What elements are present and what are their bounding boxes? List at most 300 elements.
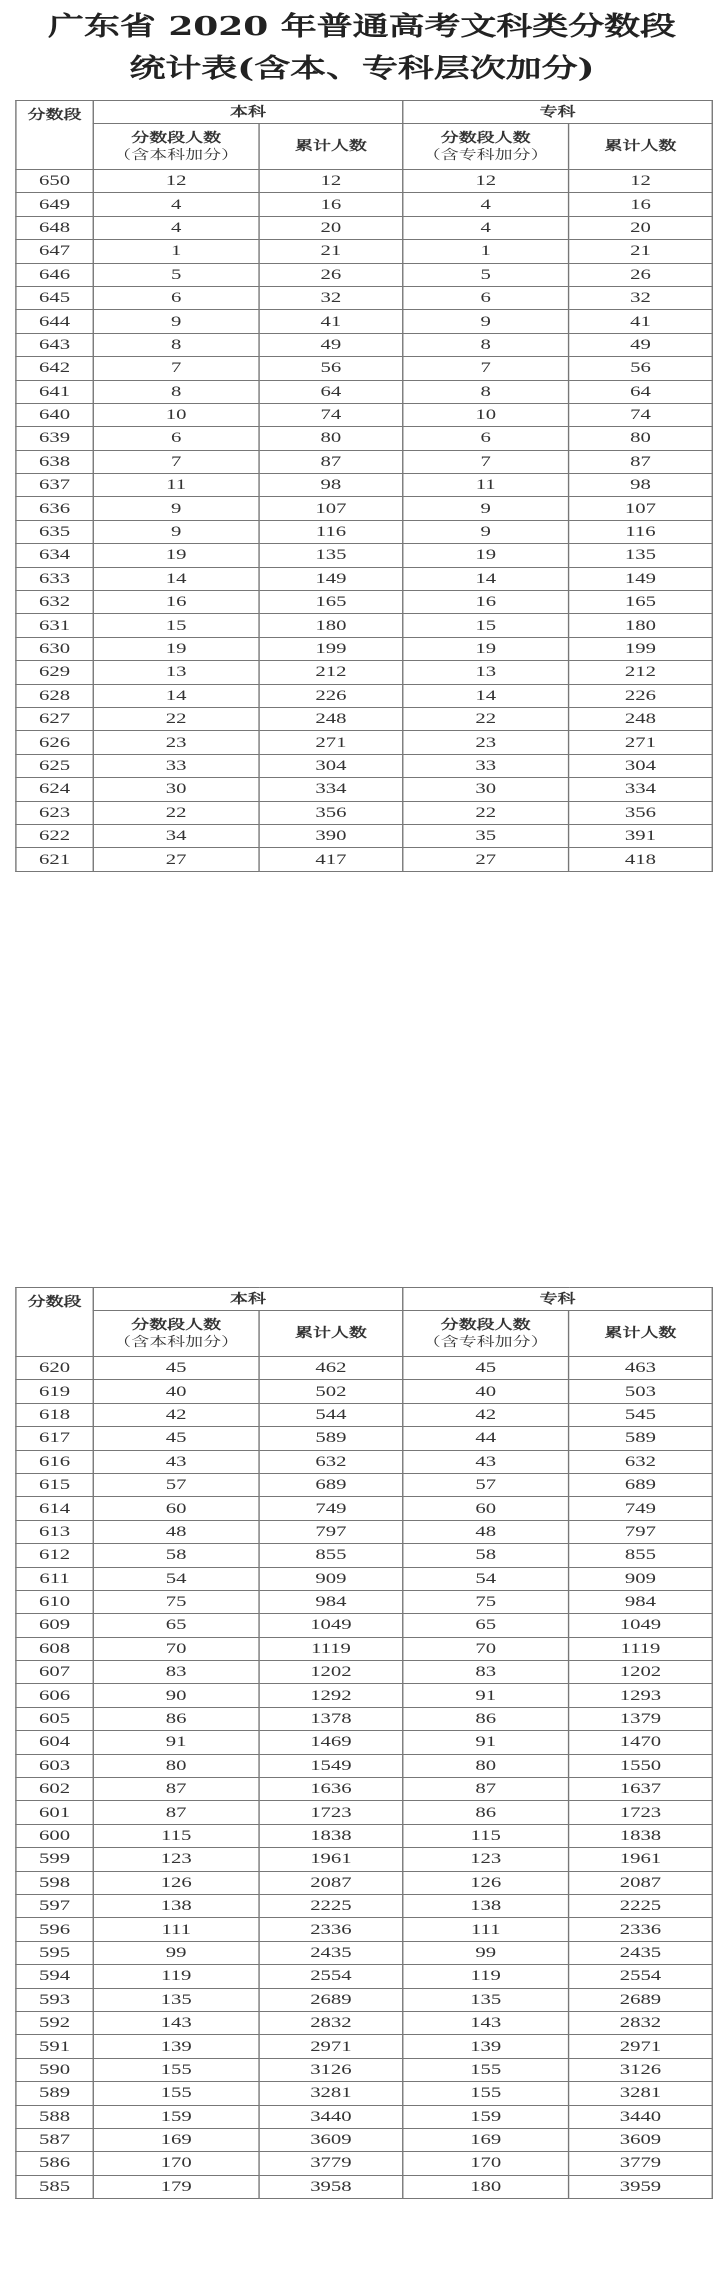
header-junior-count-label: 分数段人数 <box>440 130 531 146</box>
undergrad-cumulative-cell: 632 <box>259 1450 403 1473</box>
undergrad-cumulative-cell: 41 <box>259 310 403 333</box>
table-row <box>16 1637 712 1660</box>
junior-cumulative-cell: 21 <box>569 240 713 263</box>
junior-cumulative-cell: 2435 <box>569 1941 713 1964</box>
junior-cumulative-cell: 1049 <box>569 1614 713 1637</box>
junior-cumulative-cell: 32 <box>569 286 713 309</box>
junior-cumulative-cell: 391 <box>569 824 713 847</box>
score-cell: 595 <box>16 1941 93 1964</box>
undergrad-count-cell: 155 <box>93 2082 259 2105</box>
junior-cumulative-cell: 64 <box>569 380 713 403</box>
junior-count-cell: 8 <box>403 333 569 356</box>
table-row <box>16 2035 712 2058</box>
undergrad-cumulative-cell: 165 <box>259 591 403 614</box>
table-row <box>16 380 712 403</box>
table-row <box>16 1661 712 1684</box>
junior-cumulative-cell: 226 <box>569 684 713 707</box>
junior-cumulative-cell: 984 <box>569 1590 713 1613</box>
table-row <box>16 1754 712 1777</box>
junior-count-cell: 48 <box>403 1520 569 1543</box>
undergrad-cumulative-cell: 2435 <box>259 1941 403 1964</box>
junior-cumulative-cell: 107 <box>569 497 713 520</box>
score-cell: 592 <box>16 2011 93 2034</box>
table-row <box>16 333 712 356</box>
junior-cumulative-cell: 503 <box>569 1380 713 1403</box>
undergrad-cumulative-cell: 984 <box>259 1590 403 1613</box>
junior-cumulative-cell: 1202 <box>569 1661 713 1684</box>
undergrad-cumulative-cell: 226 <box>259 684 403 707</box>
undergrad-count-cell: 27 <box>93 848 259 871</box>
score-cell: 625 <box>16 754 93 777</box>
undergrad-count-cell: 179 <box>93 2175 259 2198</box>
undergrad-cumulative-cell: 12 <box>259 170 403 193</box>
table-row <box>16 731 712 754</box>
junior-cumulative-cell: 16 <box>569 193 713 216</box>
undergrad-cumulative-cell: 2225 <box>259 1894 403 1917</box>
undergrad-cumulative-cell: 2832 <box>259 2011 403 2034</box>
score-cell: 615 <box>16 1473 93 1496</box>
junior-count-cell: 70 <box>403 1637 569 1660</box>
table-row <box>16 1427 712 1450</box>
undergrad-count-cell: 12 <box>93 170 259 193</box>
junior-count-cell: 155 <box>403 2082 569 2105</box>
score-cell: 586 <box>16 2152 93 2175</box>
undergrad-cumulative-cell: 909 <box>259 1567 403 1590</box>
score-cell: 613 <box>16 1520 93 1543</box>
undergrad-count-cell: 115 <box>93 1824 259 1847</box>
junior-cumulative-cell: 2087 <box>569 1871 713 1894</box>
score-cell: 603 <box>16 1754 93 1777</box>
header-undergrad-count <box>93 124 259 170</box>
score-cell: 648 <box>16 216 93 239</box>
junior-count-cell: 9 <box>403 497 569 520</box>
junior-cumulative-cell: 304 <box>569 754 713 777</box>
table-row <box>16 1614 712 1637</box>
junior-count-cell: 14 <box>403 567 569 590</box>
table-row <box>16 848 712 871</box>
junior-cumulative-cell: 1723 <box>569 1801 713 1824</box>
score-cell: 644 <box>16 310 93 333</box>
junior-count-cell: 22 <box>403 707 569 730</box>
table-row <box>16 1520 712 1543</box>
junior-cumulative-cell: 212 <box>569 661 713 684</box>
undergrad-cumulative-cell: 502 <box>259 1380 403 1403</box>
header-junior: 专科 <box>403 1288 713 1311</box>
header-junior-count-label: 分数段人数 <box>440 1317 531 1333</box>
junior-count-cell: 91 <box>403 1731 569 1754</box>
junior-count-cell: 44 <box>403 1427 569 1450</box>
junior-count-cell: 169 <box>403 2128 569 2151</box>
undergrad-count-cell: 45 <box>93 1427 259 1450</box>
junior-count-cell: 5 <box>403 263 569 286</box>
undergrad-cumulative-cell: 356 <box>259 801 403 824</box>
header-junior-cumulative: 累计人数 <box>569 1311 713 1357</box>
junior-count-cell: 15 <box>403 614 569 637</box>
score-cell: 636 <box>16 497 93 520</box>
junior-cumulative-cell: 3440 <box>569 2105 713 2128</box>
junior-cumulative-cell: 271 <box>569 731 713 754</box>
undergrad-count-cell: 143 <box>93 2011 259 2034</box>
junior-count-cell: 11 <box>403 474 569 497</box>
undergrad-cumulative-cell: 462 <box>259 1357 403 1380</box>
score-cell: 626 <box>16 731 93 754</box>
score-cell: 640 <box>16 403 93 426</box>
junior-count-cell: 87 <box>403 1778 569 1801</box>
junior-count-cell: 123 <box>403 1848 569 1871</box>
junior-cumulative-cell: 632 <box>569 1450 713 1473</box>
junior-cumulative-cell: 80 <box>569 427 713 450</box>
undergrad-count-cell: 15 <box>93 614 259 637</box>
score-cell: 628 <box>16 684 93 707</box>
junior-cumulative-cell: 41 <box>569 310 713 333</box>
score-cell: 602 <box>16 1778 93 1801</box>
table-row <box>16 1684 712 1707</box>
junior-cumulative-cell: 797 <box>569 1520 713 1543</box>
junior-count-cell: 33 <box>403 754 569 777</box>
junior-count-cell: 4 <box>403 193 569 216</box>
junior-count-cell: 60 <box>403 1497 569 1520</box>
table-row <box>16 544 712 567</box>
undergrad-cumulative-cell: 1636 <box>259 1778 403 1801</box>
score-cell: 587 <box>16 2128 93 2151</box>
table-row <box>16 2128 712 2151</box>
undergrad-count-cell: 126 <box>93 1871 259 1894</box>
undergrad-count-cell: 22 <box>93 801 259 824</box>
undergrad-cumulative-cell: 1202 <box>259 1661 403 1684</box>
undergrad-cumulative-cell: 248 <box>259 707 403 730</box>
header-undergrad: 本科 <box>93 1288 403 1311</box>
undergrad-count-cell: 13 <box>93 661 259 684</box>
junior-count-cell: 6 <box>403 286 569 309</box>
table-row <box>16 474 712 497</box>
junior-cumulative-cell: 3779 <box>569 2152 713 2175</box>
undergrad-count-cell: 33 <box>93 754 259 777</box>
score-cell: 638 <box>16 450 93 473</box>
table-row <box>16 170 712 193</box>
undergrad-count-cell: 22 <box>93 707 259 730</box>
table-row <box>16 754 712 777</box>
score-cell: 599 <box>16 1848 93 1871</box>
undergrad-count-cell: 60 <box>93 1497 259 1520</box>
undergrad-cumulative-cell: 2971 <box>259 2035 403 2058</box>
score-cell: 591 <box>16 2035 93 2058</box>
undergrad-count-cell: 99 <box>93 1941 259 1964</box>
undergrad-cumulative-cell: 689 <box>259 1473 403 1496</box>
junior-count-cell: 57 <box>403 1473 569 1496</box>
undergrad-count-cell: 65 <box>93 1614 259 1637</box>
table-row <box>16 1965 712 1988</box>
undergrad-cumulative-cell: 1292 <box>259 1684 403 1707</box>
table-row <box>16 661 712 684</box>
undergrad-count-cell: 4 <box>93 216 259 239</box>
undergrad-cumulative-cell: 304 <box>259 754 403 777</box>
table-row <box>16 1357 712 1380</box>
junior-cumulative-cell: 98 <box>569 474 713 497</box>
junior-count-cell: 9 <box>403 520 569 543</box>
junior-count-cell: 126 <box>403 1871 569 1894</box>
junior-cumulative-cell: 3609 <box>569 2128 713 2151</box>
junior-count-cell: 86 <box>403 1801 569 1824</box>
junior-count-cell: 1 <box>403 240 569 263</box>
undergrad-cumulative-cell: 855 <box>259 1544 403 1567</box>
score-cell: 646 <box>16 263 93 286</box>
junior-count-cell: 65 <box>403 1614 569 1637</box>
junior-cumulative-cell: 3281 <box>569 2082 713 2105</box>
score-cell: 610 <box>16 1590 93 1613</box>
undergrad-count-cell: 11 <box>93 474 259 497</box>
junior-count-cell: 45 <box>403 1357 569 1380</box>
score-cell: 617 <box>16 1427 93 1450</box>
junior-count-cell: 138 <box>403 1894 569 1917</box>
undergrad-count-cell: 155 <box>93 2058 259 2081</box>
junior-cumulative-cell: 1550 <box>569 1754 713 1777</box>
undergrad-cumulative-cell: 3609 <box>259 2128 403 2151</box>
undergrad-count-cell: 45 <box>93 1357 259 1380</box>
undergrad-cumulative-cell: 20 <box>259 216 403 239</box>
score-cell: 631 <box>16 614 93 637</box>
score-cell: 606 <box>16 1684 93 1707</box>
undergrad-cumulative-cell: 3281 <box>259 2082 403 2105</box>
junior-cumulative-cell: 165 <box>569 591 713 614</box>
table-row <box>16 427 712 450</box>
header-undergrad-cumulative: 累计人数 <box>259 1311 403 1357</box>
undergrad-cumulative-cell: 3779 <box>259 2152 403 2175</box>
table-row <box>16 801 712 824</box>
undergrad-cumulative-cell: 3126 <box>259 2058 403 2081</box>
undergrad-count-cell: 7 <box>93 450 259 473</box>
junior-cumulative-cell: 248 <box>569 707 713 730</box>
junior-count-cell: 115 <box>403 1824 569 1847</box>
header-score: 分数段 <box>16 1288 93 1357</box>
table-row <box>16 1824 712 1847</box>
table-row <box>16 216 712 239</box>
undergrad-count-cell: 6 <box>93 427 259 450</box>
undergrad-cumulative-cell: 2336 <box>259 1918 403 1941</box>
undergrad-count-cell: 9 <box>93 497 259 520</box>
table-row <box>16 2058 712 2081</box>
score-cell: 612 <box>16 1544 93 1567</box>
table-row <box>16 2175 712 2198</box>
junior-cumulative-cell: 909 <box>569 1567 713 1590</box>
junior-count-cell: 6 <box>403 427 569 450</box>
undergrad-cumulative-cell: 2554 <box>259 1965 403 1988</box>
undergrad-cumulative-cell: 74 <box>259 403 403 426</box>
undergrad-cumulative-cell: 1469 <box>259 1731 403 1754</box>
undergrad-cumulative-cell: 135 <box>259 544 403 567</box>
undergrad-count-cell: 90 <box>93 1684 259 1707</box>
table-row <box>16 1590 712 1613</box>
table-row <box>16 403 712 426</box>
table-row <box>16 497 712 520</box>
junior-count-cell: 22 <box>403 801 569 824</box>
undergrad-cumulative-cell: 21 <box>259 240 403 263</box>
table-row <box>16 2105 712 2128</box>
junior-cumulative-cell: 1637 <box>569 1778 713 1801</box>
table-row <box>16 1848 712 1871</box>
junior-cumulative-cell: 2225 <box>569 1894 713 1917</box>
table-row <box>16 1801 712 1824</box>
score-cell: 597 <box>16 1894 93 1917</box>
header-undergrad-count-label: 分数段人数 <box>131 130 222 146</box>
undergrad-cumulative-cell: 1723 <box>259 1801 403 1824</box>
junior-count-cell: 143 <box>403 2011 569 2034</box>
header-junior: 专科 <box>403 101 713 124</box>
undergrad-cumulative-cell: 271 <box>259 731 403 754</box>
score-cell: 616 <box>16 1450 93 1473</box>
header-undergrad: 本科 <box>93 101 403 124</box>
junior-cumulative-cell: 2554 <box>569 1965 713 1988</box>
header-junior-count-note: （含专科加分） <box>422 1334 549 1350</box>
table-row <box>16 1941 712 1964</box>
undergrad-cumulative-cell: 26 <box>259 263 403 286</box>
table-row <box>16 520 712 543</box>
table-row <box>16 1988 712 2011</box>
table-row <box>16 567 712 590</box>
table-row <box>16 1731 712 1754</box>
table-row <box>16 1544 712 1567</box>
junior-cumulative-cell: 49 <box>569 333 713 356</box>
title-line-1: 广东省 2020 年普通高考文科类分数段 <box>48 12 676 42</box>
score-cell: 624 <box>16 778 93 801</box>
junior-count-cell: 139 <box>403 2035 569 2058</box>
score-cell: 620 <box>16 1357 93 1380</box>
junior-count-cell: 91 <box>403 1684 569 1707</box>
undergrad-cumulative-cell: 64 <box>259 380 403 403</box>
score-table-2 <box>15 1287 713 2199</box>
undergrad-cumulative-cell: 180 <box>259 614 403 637</box>
undergrad-cumulative-cell: 16 <box>259 193 403 216</box>
junior-cumulative-cell: 334 <box>569 778 713 801</box>
score-cell: 632 <box>16 591 93 614</box>
junior-count-cell: 159 <box>403 2105 569 2128</box>
score-cell: 601 <box>16 1801 93 1824</box>
score-cell: 598 <box>16 1871 93 1894</box>
undergrad-count-cell: 86 <box>93 1707 259 1730</box>
junior-count-cell: 83 <box>403 1661 569 1684</box>
undergrad-count-cell: 119 <box>93 1965 259 1988</box>
table-row <box>16 1567 712 1590</box>
header-undergrad-count-note: （含本科加分） <box>113 147 240 163</box>
junior-cumulative-cell: 2832 <box>569 2011 713 2034</box>
header-undergrad-cumulative: 累计人数 <box>259 124 403 170</box>
table-row <box>16 614 712 637</box>
junior-count-cell: 7 <box>403 450 569 473</box>
junior-cumulative-cell: 749 <box>569 1497 713 1520</box>
score-cell: 619 <box>16 1380 93 1403</box>
score-cell: 650 <box>16 170 93 193</box>
undergrad-count-cell: 138 <box>93 1894 259 1917</box>
undergrad-count-cell: 57 <box>93 1473 259 1496</box>
undergrad-cumulative-cell: 49 <box>259 333 403 356</box>
score-cell: 607 <box>16 1661 93 1684</box>
undergrad-cumulative-cell: 98 <box>259 474 403 497</box>
junior-count-cell: 7 <box>403 357 569 380</box>
junior-cumulative-cell: 545 <box>569 1403 713 1426</box>
table-row <box>16 1894 712 1917</box>
junior-cumulative-cell: 116 <box>569 520 713 543</box>
undergrad-count-cell: 80 <box>93 1754 259 1777</box>
undergrad-cumulative-cell: 1838 <box>259 1824 403 1847</box>
junior-cumulative-cell: 87 <box>569 450 713 473</box>
score-cell: 590 <box>16 2058 93 2081</box>
junior-cumulative-cell: 20 <box>569 216 713 239</box>
undergrad-cumulative-cell: 149 <box>259 567 403 590</box>
undergrad-count-cell: 34 <box>93 824 259 847</box>
title-line-2: 统计表(含本、专科层次加分) <box>129 54 595 84</box>
score-cell: 622 <box>16 824 93 847</box>
undergrad-count-cell: 48 <box>93 1520 259 1543</box>
undergrad-count-cell: 123 <box>93 1848 259 1871</box>
table-row <box>16 707 712 730</box>
undergrad-cumulative-cell: 3440 <box>259 2105 403 2128</box>
score-cell: 618 <box>16 1403 93 1426</box>
junior-cumulative-cell: 2689 <box>569 1988 713 2011</box>
undergrad-count-cell: 10 <box>93 403 259 426</box>
undergrad-count-cell: 42 <box>93 1403 259 1426</box>
undergrad-count-cell: 169 <box>93 2128 259 2151</box>
score-cell: 609 <box>16 1614 93 1637</box>
junior-count-cell: 99 <box>403 1941 569 1964</box>
table-row <box>16 2082 712 2105</box>
junior-cumulative-cell: 2336 <box>569 1918 713 1941</box>
undergrad-count-cell: 54 <box>93 1567 259 1590</box>
undergrad-cumulative-cell: 107 <box>259 497 403 520</box>
header-undergrad-count <box>93 1311 259 1357</box>
undergrad-cumulative-cell: 87 <box>259 450 403 473</box>
junior-count-cell: 8 <box>403 380 569 403</box>
table-row <box>16 1403 712 1426</box>
junior-count-cell: 43 <box>403 1450 569 1473</box>
junior-cumulative-cell: 1961 <box>569 1848 713 1871</box>
junior-count-cell: 19 <box>403 544 569 567</box>
undergrad-cumulative-cell: 32 <box>259 286 403 309</box>
junior-cumulative-cell: 56 <box>569 357 713 380</box>
table-row <box>16 2011 712 2034</box>
junior-cumulative-cell: 589 <box>569 1427 713 1450</box>
score-cell: 641 <box>16 380 93 403</box>
undergrad-count-cell: 14 <box>93 684 259 707</box>
table-row <box>16 310 712 333</box>
score-cell: 629 <box>16 661 93 684</box>
junior-cumulative-cell: 2971 <box>569 2035 713 2058</box>
junior-cumulative-cell: 356 <box>569 801 713 824</box>
score-cell: 630 <box>16 637 93 660</box>
undergrad-count-cell: 91 <box>93 1731 259 1754</box>
junior-count-cell: 58 <box>403 1544 569 1567</box>
undergrad-cumulative-cell: 797 <box>259 1520 403 1543</box>
junior-count-cell: 30 <box>403 778 569 801</box>
junior-cumulative-cell: 1838 <box>569 1824 713 1847</box>
score-cell: 645 <box>16 286 93 309</box>
undergrad-cumulative-cell: 1049 <box>259 1614 403 1637</box>
undergrad-count-cell: 14 <box>93 567 259 590</box>
junior-count-cell: 180 <box>403 2175 569 2198</box>
undergrad-count-cell: 40 <box>93 1380 259 1403</box>
table-row <box>16 824 712 847</box>
junior-cumulative-cell: 1379 <box>569 1707 713 1730</box>
undergrad-count-cell: 139 <box>93 2035 259 2058</box>
undergrad-count-cell: 30 <box>93 778 259 801</box>
undergrad-cumulative-cell: 80 <box>259 427 403 450</box>
score-cell: 633 <box>16 567 93 590</box>
undergrad-count-cell: 87 <box>93 1778 259 1801</box>
table-row <box>16 591 712 614</box>
table-row <box>16 193 712 216</box>
junior-count-cell: 54 <box>403 1567 569 1590</box>
junior-count-cell: 9 <box>403 310 569 333</box>
junior-count-cell: 35 <box>403 824 569 847</box>
score-cell: 623 <box>16 801 93 824</box>
